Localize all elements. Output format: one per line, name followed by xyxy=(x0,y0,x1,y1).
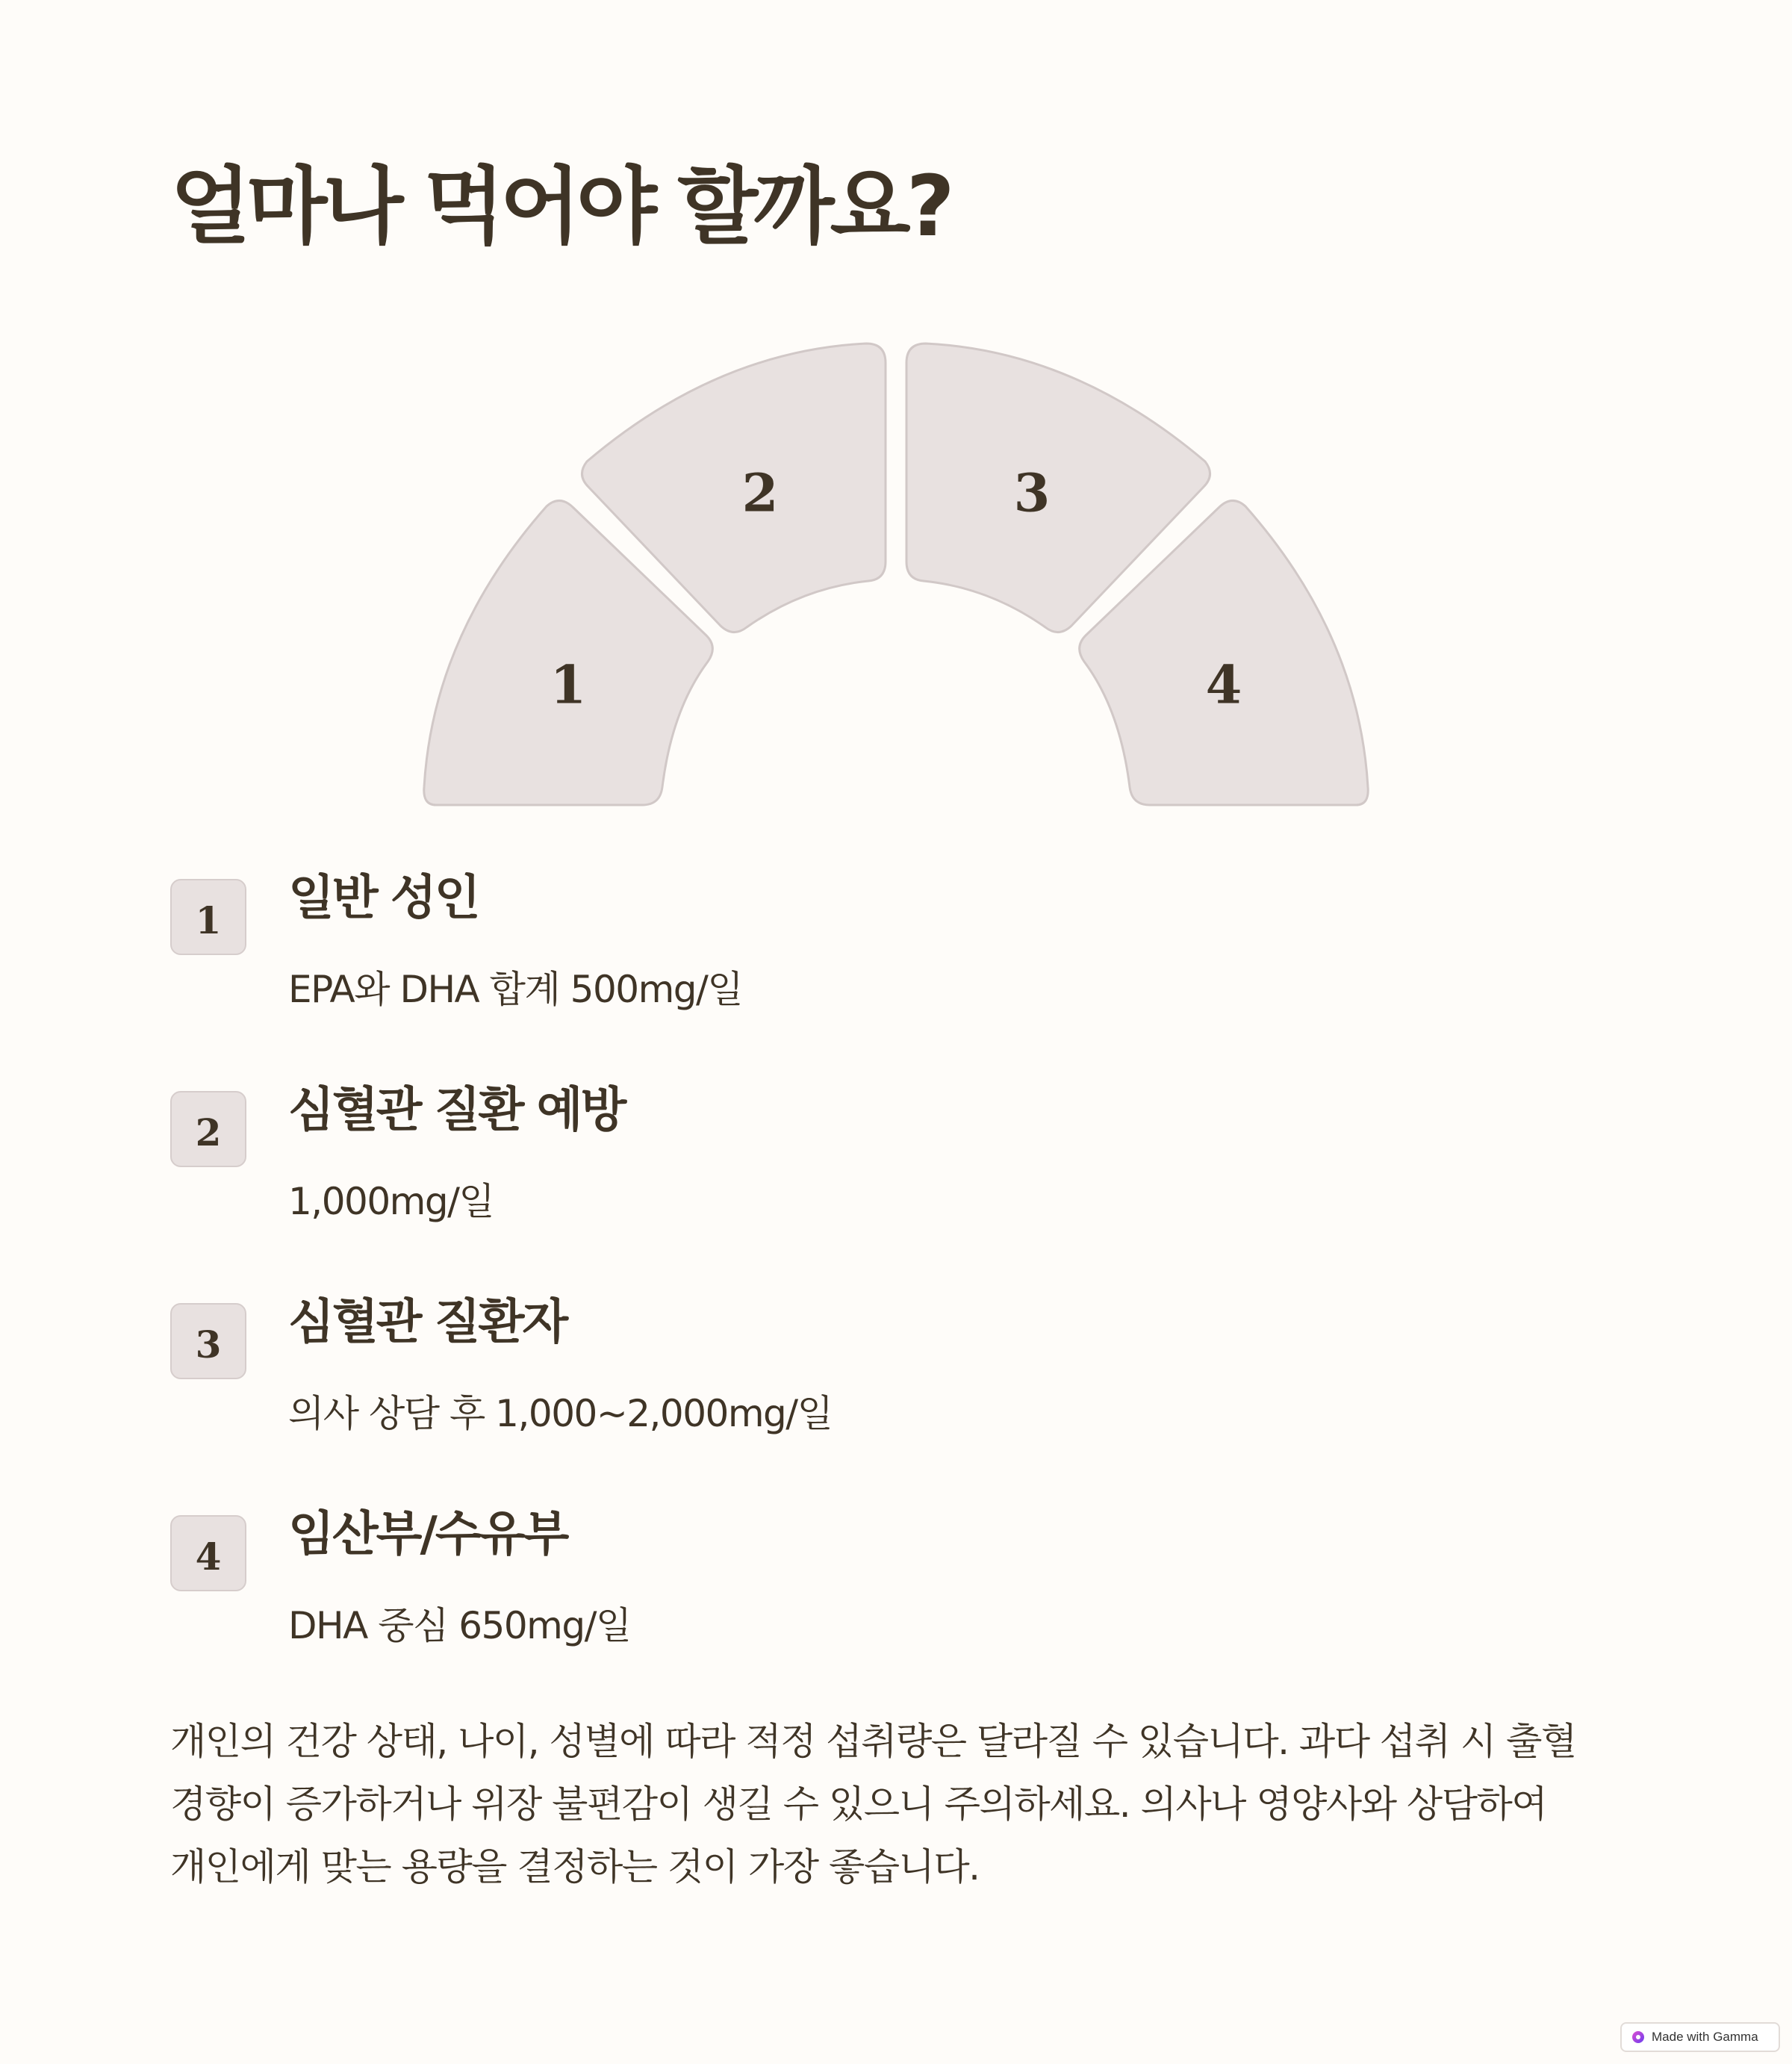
step-description: DHA 중심 650mg/일 xyxy=(288,1604,631,1647)
step-description: 의사 상담 후 1,000~2,000mg/일 xyxy=(288,1392,833,1435)
step-number-badge: 3 xyxy=(170,1303,246,1379)
step-item-1 xyxy=(170,871,1664,1091)
step-title: 심혈관 질환자 xyxy=(288,1295,567,1350)
badge-label: Made with Gamma xyxy=(1652,2030,1758,2044)
step-item-4 xyxy=(170,1507,1664,1727)
made-with-gamma-badge[interactable] xyxy=(1620,2022,1780,2052)
arc-segment-3-number: 3 xyxy=(1013,461,1051,524)
footnote-paragraph xyxy=(170,1710,1634,1898)
step-number-badge: 4 xyxy=(170,1515,246,1591)
arc-segment-1-number: 1 xyxy=(550,653,587,716)
step-description: EPA와 DHA 합계 500mg/일 xyxy=(288,968,743,1011)
footnote-line-3: 개인에게 맞는 용량을 결정하는 것이 가장 좋습니다. xyxy=(170,1845,980,1889)
step-list xyxy=(170,871,1664,1727)
step-item-3 xyxy=(170,1295,1664,1515)
arc-segment-2-number: 2 xyxy=(741,461,779,524)
step-title: 일반 성인 xyxy=(288,871,479,926)
footnote-line-2: 경향이 증가하거나 위장 불편감이 생길 수 있으니 주의하세요. 의사나 영양사와 상담하여 xyxy=(170,1782,1547,1826)
step-title: 심혈관 질환 예방 xyxy=(288,1083,625,1138)
step-title: 임산부/수유부 xyxy=(288,1507,567,1562)
gamma-logo-icon xyxy=(1632,2031,1644,2043)
arc-segment-4-number: 4 xyxy=(1205,653,1242,716)
footnote-line-1: 개인의 건강 상태, 나이, 성별에 따라 적정 섭취량은 달라질 수 있습니다. 과다 섭취 시 출혈 xyxy=(170,1720,1576,1763)
step-item-2 xyxy=(170,1083,1664,1303)
page-title: 얼마나 먹어야 할까요? xyxy=(170,158,951,255)
step-number-badge: 1 xyxy=(170,879,246,955)
step-description: 1,000mg/일 xyxy=(288,1180,494,1223)
arc-diagram xyxy=(0,0,1792,821)
step-number-badge: 2 xyxy=(170,1091,246,1167)
